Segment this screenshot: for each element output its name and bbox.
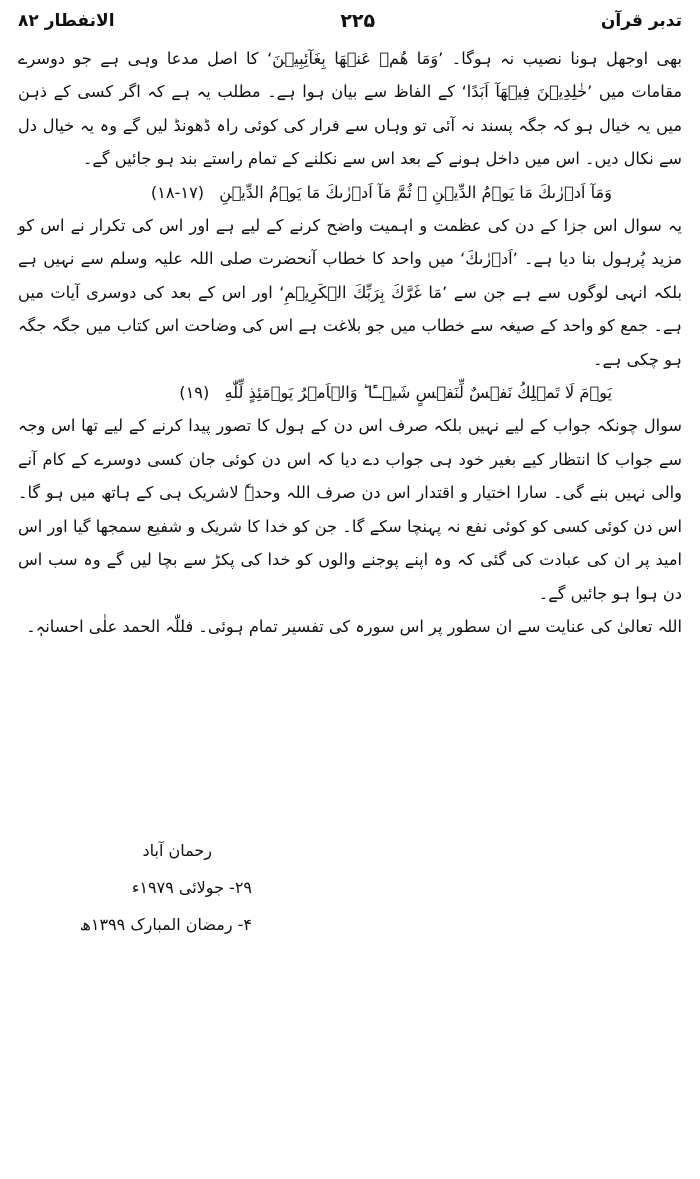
- verse-2: [18, 376, 682, 409]
- signature-date-hijri: ۴- رمضان المبارک ۱۳۹۹ھ: [79, 915, 252, 934]
- verse-1-ref: (۱۷-۱۸): [150, 182, 205, 202]
- signature-block: [52, 832, 252, 943]
- closing-line: اللہ تعالیٰ کی عنایت سے ان سطور پر اس سورہ کی تفسیر تمام ہوئی۔ فللّٰہ الحمد علٰی احسانہٖ۔: [26, 616, 682, 636]
- paragraph-3: سوال چونکہ جواب کے لیے نہیں بلکہ صرف اس دن کے ہول کا تصور پیدا کرنے کے لیے تھا اس وجہ سے جواب کا انتظار کیے بغیر خود ہی جواب دے دیا کہ اس دن کوئی جان کسی دوسرے کے کام آنے والی نہیں بنے گی۔ سارا اختیار و اقتدار اس دن صرف اللہ وحدہٗ لاشریک ہی کے ہاتھ میں ہو گا۔ اس دن کوئی کسی کو کوئی نفع نہ پہنچا سکے گا۔ جن کو خدا کا شریک و شفیع سمجھا گیا اور اس امید پر ان کی عبادت کی گئی کہ وہ اپنے پوجنے والوں کو خدا کی پکڑ سے بچا لیں گے وہ سب اس دن ہوا ہو جائیں گے۔: [18, 416, 682, 603]
- page-header: [18, 6, 682, 36]
- verse-1-text: وَمَآ اَدۡرٰىكَ مَا يَوۡمُ الدِّيۡنِ ۙ ثُمَّ مَآ اَدۡرٰىكَ مَا يَوۡمُ الدِّيۡنِ: [219, 182, 612, 202]
- book-title: تدبر قرآن: [600, 11, 682, 31]
- verse-2-ref: (۱۹): [179, 383, 210, 403]
- verse-2-text: يَوۡمَ لَا تَمۡلِكُ نَفۡسٌ لِّنَفۡسٍ شَيۡــًٔا ؕ وَالۡاَمۡرُ يَوۡمَئِذٍ لِّلّٰهِ: [224, 383, 612, 403]
- signature-place: رحمان آباد: [142, 841, 212, 860]
- page-number: ۲۲۵: [340, 10, 376, 32]
- signature-date-gregorian: ۲۹- جولائی ۱۹۷۹ء: [131, 878, 252, 897]
- body-text: [18, 42, 682, 643]
- paragraph-1: بھی اوجھل ہونا نصیب نہ ہوگا۔ ’وَمَا ھُمۡ عَنۡھَا بِغَآئِبِیۡنَ‘ کا اصل مدعا وہی ہے جو دوسرے مقامات میں ’خٰلِدِیۡنَ فِیۡھَآ اَبَدًا‘ کے الفاظ سے بیان ہوا ہے۔ مطلب یہ ہے کہ اگر کسی کے ذہن میں یہ خیال ہو کہ جگہ پسند نہ آئی تو وہاں سے فرار کی کوئی راہ ڈھونڈ لیں گے وہ یہ خیال دل سے نکال دیں۔ اس میں داخل ہونے کے بعد اس سے نکلنے کے تمام راستے بند ہو جائیں گے۔: [18, 49, 682, 169]
- paragraph-2: یہ سوال اس جزا کے دن کی عظمت و اہمیت واضح کرنے کے لیے ہے اور اس کی تکرار نے اس کو مزید پُرہول بنا دیا ہے۔ ’اَدۡرٰىكَ‘ میں واحد کا خطاب آنحضرت صلی اللہ علیہ وسلم سے نہیں ہے بلکہ انہی لوگوں سے ہے جن سے ’مَا غَرَّكَ بِرَبِّكَ الۡكَرِيۡمِ‘ اور اس کے بعد کی دوسری آیات میں ہے۔ جمع کو واحد کے صیغہ سے خطاب میں جو بلاغت ہے اس کی وضاحت اس کتاب میں جگہ جگہ ہو چکی ہے۔: [18, 216, 682, 369]
- verse-1: [18, 176, 682, 209]
- surah-title: الانفطار ۸۲: [18, 11, 115, 31]
